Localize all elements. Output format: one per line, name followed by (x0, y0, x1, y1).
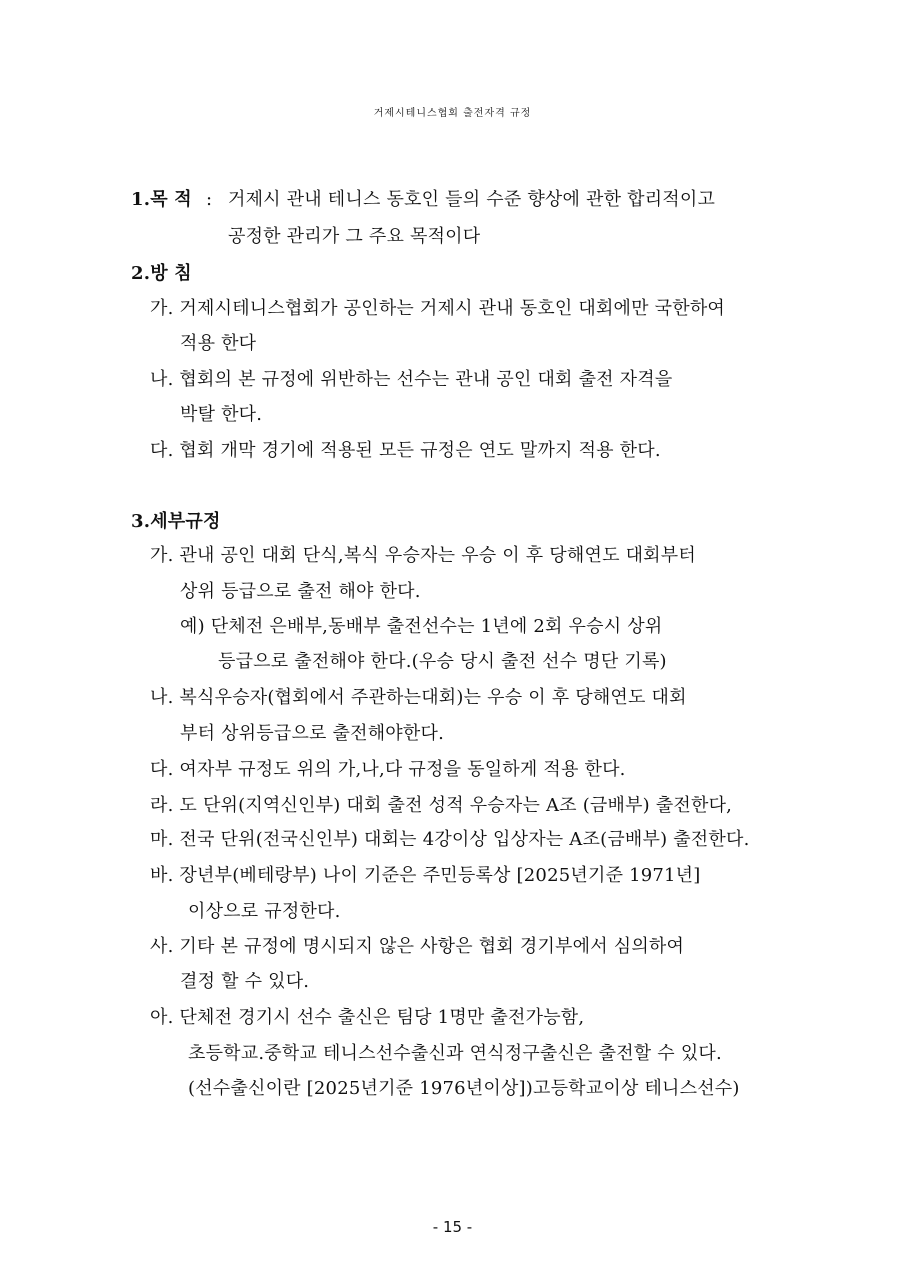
section-3-item-ga: 가. 관내 공인 대회 단식,복식 우승자는 우승 이 후 당해연도 대회부터 (150, 545, 696, 566)
section-3-item-a: 아. 단체전 경기시 선수 출신은 팀당 1명만 출전가능함, (150, 1007, 585, 1028)
section-3-heading: 3.세부규정 (131, 511, 221, 532)
section-1-separator: : (206, 189, 213, 210)
section-1-line-2: 공정한 관리가 그 주요 목적이다 (228, 226, 481, 247)
section-3-item-ba: 바. 장년부(베테랑부) 나이 기준은 주민등록상 [2025년기준 1971년] (150, 865, 701, 886)
section-3-item-na: 나. 복식우승자(협회에서 주관하는대회)는 우승 이 후 당해연도 대회 (150, 687, 687, 708)
section-3-item-da: 다. 여자부 규정도 위의 가,나,다 규정을 동일하게 적용 한다. (150, 759, 626, 780)
page-number: - 15 - (432, 1218, 473, 1236)
section-2-item-ga: 가. 거제시테니스협회가 공인하는 거제시 관내 동호인 대회에만 국한하여 (150, 298, 726, 319)
section-3-item-ba-cont: 이상으로 규정한다. (188, 901, 341, 922)
section-3-item-ga-cont: 상위 등급으로 출전 해야 한다. (180, 581, 421, 602)
section-3-item-a-cont-2: (선수출신이란 [2025년기준 1976년이상])고등학교이상 테니스선수) (188, 1078, 740, 1099)
section-3-item-a-cont-1: 초등학교.중학교 테니스선수출신과 연식정구출신은 출전할 수 있다. (188, 1043, 722, 1064)
section-3-item-sa: 사. 기타 본 규정에 명시되지 않은 사항은 협회 경기부에서 심의하여 (150, 936, 685, 957)
section-3-item-ma: 마. 전국 단위(전국신인부) 대회는 4강이상 입상자는 A조(금배부) 출전한다. (150, 829, 750, 850)
section-2-item-na: 나. 협회의 본 규정에 위반하는 선수는 관내 공인 대회 출전 자격을 (150, 369, 673, 390)
section-3-example: 예) 단체전 은배부,동배부 출전선수는 1년에 2회 우승시 상위 (180, 616, 663, 637)
section-1-heading: 1.목 적 (131, 189, 192, 210)
section-3-item-na-cont: 부터 상위등급으로 출전해야한다. (180, 723, 444, 744)
section-2-item-na-cont: 박탈 한다. (180, 404, 263, 425)
section-3-item-ra: 라. 도 단위(지역신인부) 대회 출전 성적 우승자는 A조 (금배부) 출전한다, (150, 795, 733, 816)
page-title: 거제시테니스협회 출전자격 규정 (373, 108, 532, 119)
section-3-example-cont: 등급으로 출전해야 한다.(우승 당시 출전 선수 명단 기록) (218, 651, 667, 672)
section-2-heading: 2.방 침 (131, 263, 192, 284)
section-1-line-1: 거제시 관내 테니스 동호인 들의 수준 향상에 관한 합리적이고 (228, 189, 716, 210)
section-3-item-sa-cont: 결정 할 수 있다. (180, 971, 310, 992)
section-2-item-da: 다. 협회 개막 경기에 적용된 모든 규정은 연도 말까지 적용 한다. (150, 440, 661, 461)
section-2-item-ga-cont: 적용 한다 (180, 333, 257, 354)
